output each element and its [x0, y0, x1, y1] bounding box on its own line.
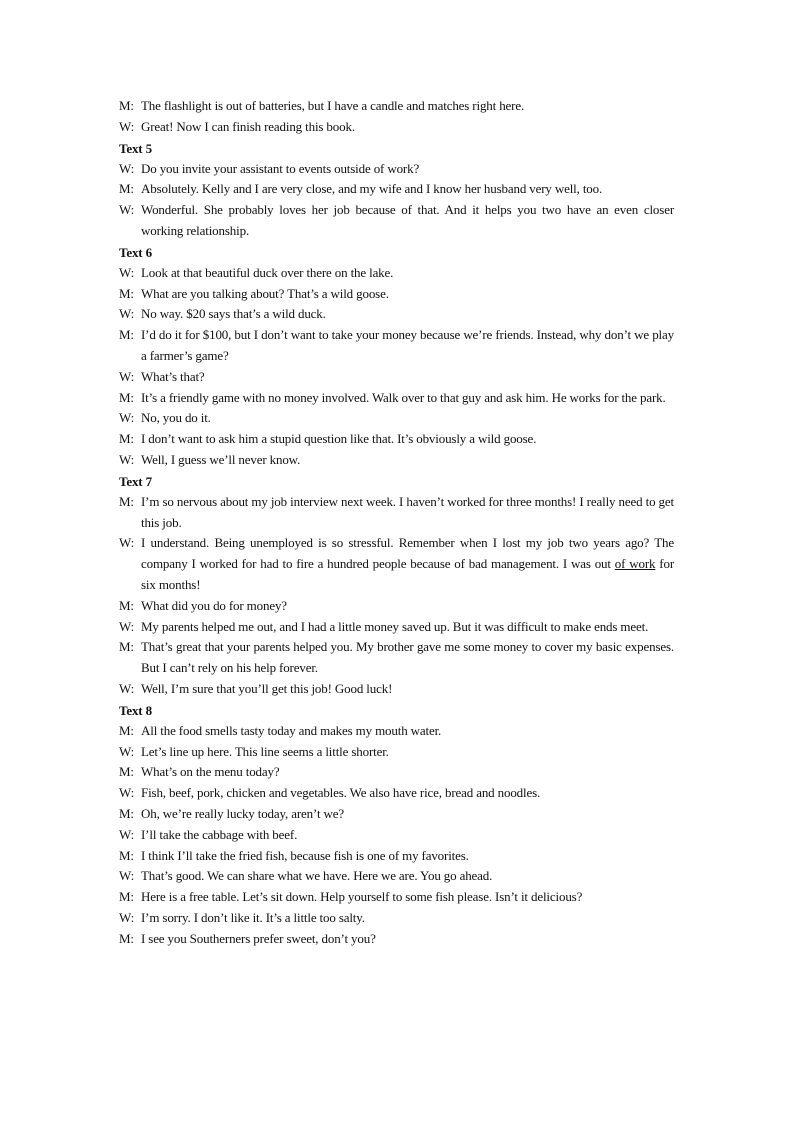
dialogue-line [119, 804, 674, 825]
section-heading: Text 7 [119, 473, 152, 489]
dialogue-text: I’ll take the cabbage with beef. [141, 826, 298, 842]
speaker-label: W: [119, 118, 135, 134]
speaker-label: M: [119, 285, 134, 301]
dialogue-line [119, 284, 674, 305]
speaker-label: W: [119, 202, 135, 218]
dialogue-text: What’s that? [141, 368, 205, 384]
speaker-label: W: [119, 680, 135, 696]
dialogue-text: My parents helped me out, and I had a little money saved up. But it was difficult to make ends meet. [141, 618, 649, 634]
dialogue-line [119, 596, 674, 617]
dialogue-text: I don’t want to ask him a stupid question like that. It’s obviously a wild goose. [141, 431, 537, 447]
dialogue-text: Well, I guess we’ll never know. [141, 451, 301, 467]
dialogue-text: Wonderful. She probably loves her job because of that. And it helps you two have an even closer working relationship. [141, 202, 674, 238]
dialogue-text: What’s on the menu today? [141, 764, 280, 780]
dialogue-line [119, 887, 674, 908]
dialogue-line [119, 159, 674, 180]
dialogue-text: All the food smells tasty today and makes my mouth water. [141, 722, 442, 738]
dialogue-line [119, 429, 674, 450]
speaker-label: W: [119, 264, 135, 280]
dialogue-text-part: for six months! [141, 556, 675, 592]
dialogue-text: I think I’ll take the fried fish, because fish is one of my favorites. [141, 847, 469, 863]
speaker-label: W: [119, 868, 135, 884]
speaker-label: M: [119, 493, 134, 509]
dialogue-line [119, 263, 674, 284]
dialogue-text: What are you talking about? That’s a wild goose. [141, 285, 389, 301]
dialogue-text: No way. $20 says that’s a wild duck. [141, 306, 326, 322]
dialogue-text: What did you do for money? [141, 597, 287, 613]
dialogue-line [119, 846, 674, 867]
speaker-label: M: [119, 889, 134, 905]
dialogue-text: The flashlight is out of batteries, but I have a candle and matches right here. [141, 98, 525, 113]
dialogue-text: That’s great that your parents helped you. My brother gave me some money to cover my basic expenses. But I can’t rely on his help forever. [141, 639, 674, 676]
dialogue-line [119, 533, 674, 595]
dialogue-line [119, 617, 674, 638]
dialogue-text: I’m sorry. I don’t like it. It’s a little too salty. [141, 909, 365, 925]
dialogue-line [119, 783, 674, 804]
dialogue-line [119, 825, 674, 846]
dialogue-line [119, 200, 674, 242]
section-heading: Text 6 [119, 244, 152, 260]
speaker-label: W: [119, 909, 135, 925]
speaker-label: M: [119, 722, 134, 738]
dialogue-text: Oh, we’re really lucky today, aren’t we? [141, 805, 344, 821]
dialogue-line [119, 866, 674, 887]
dialogue-text: Absolutely. Kelly and I are very close, and my wife and I know her husband very well, too. [141, 181, 603, 197]
dialogue-transcript [119, 96, 674, 949]
speaker-label: M: [119, 431, 134, 447]
dialogue-text: I’d do it for $100, but I don’t want to take your money because we’re friends. Instead, why don’t we play a farmer’s game? [141, 327, 674, 363]
dialogue-text: Look at that beautiful duck over there on the lake. [141, 264, 394, 280]
speaker-label: M: [119, 597, 134, 613]
speaker-label: W: [119, 160, 135, 176]
dialogue-line [119, 929, 674, 950]
dialogue-text-part: I understand. Being unemployed is so stressful. Remember when I lost my job two years ago? The company I worked for had to fire a hundred people because of bad management. I was out [141, 535, 674, 572]
dialogue-line [119, 908, 674, 929]
dialogue-line [119, 721, 674, 742]
speaker-label: W: [119, 785, 135, 801]
speaker-label: W: [119, 743, 135, 759]
dialogue-line [119, 637, 674, 679]
speaker-label: M: [119, 327, 134, 343]
speaker-label: W: [119, 535, 135, 551]
dialogue-text: Let’s line up here. This line seems a little shorter. [141, 743, 389, 759]
speaker-label: M: [119, 639, 134, 655]
section-heading: Text 8 [119, 702, 152, 718]
speaker-label: W: [119, 368, 135, 384]
dialogue-line [119, 367, 674, 388]
dialogue-line [119, 96, 674, 117]
speaker-label: W: [119, 451, 135, 467]
dialogue-text: Here is a free table. Let’s sit down. Help yourself to some fish please. Isn’t it delicious? [141, 889, 583, 905]
dialogue-text [141, 533, 674, 595]
dialogue-text: Great! Now I can finish reading this book. [141, 118, 355, 134]
speaker-label: M: [119, 98, 134, 113]
speaker-label: M: [119, 805, 134, 821]
speaker-label: M: [119, 764, 134, 780]
dialogue-line [119, 179, 674, 200]
dialogue-line [119, 492, 674, 534]
speaker-label: W: [119, 618, 135, 634]
dialogue-line [119, 304, 674, 325]
dialogue-line [119, 325, 674, 367]
section-heading: Text 5 [119, 140, 152, 156]
dialogue-text: No, you do it. [141, 410, 211, 426]
dialogue-text: It’s a friendly game with no money involved. Walk over to that guy and ask him. He works for the park. [141, 389, 666, 405]
dialogue-line [119, 742, 674, 763]
dialogue-text: I see you Southerners prefer sweet, don’t you? [141, 930, 376, 946]
speaker-label: W: [119, 826, 135, 842]
dialogue-text: Do you invite your assistant to events outside of work? [141, 160, 420, 176]
speaker-label: M: [119, 847, 134, 863]
speaker-label: M: [119, 930, 134, 946]
dialogue-line [119, 762, 674, 783]
speaker-label: W: [119, 306, 135, 322]
speaker-label: M: [119, 389, 134, 405]
dialogue-text: I’m so nervous about my job interview next week. I haven’t worked for three months! I really need to get this job. [141, 493, 674, 530]
dialogue-text: That’s good. We can share what we have. Here we are. You go ahead. [141, 868, 493, 884]
dialogue-line [119, 388, 674, 409]
dialogue-text: Fish, beef, pork, chicken and vegetables. We also have rice, bread and noodles. [141, 785, 541, 801]
speaker-label: W: [119, 410, 135, 426]
dialogue-line [119, 679, 674, 700]
underlined-phrase: of work [614, 556, 656, 572]
dialogue-line [119, 408, 674, 429]
dialogue-line [119, 117, 674, 138]
dialogue-text: Well, I’m sure that you’ll get this job! Good luck! [141, 680, 393, 696]
dialogue-line [119, 450, 674, 471]
speaker-label: M: [119, 181, 134, 197]
